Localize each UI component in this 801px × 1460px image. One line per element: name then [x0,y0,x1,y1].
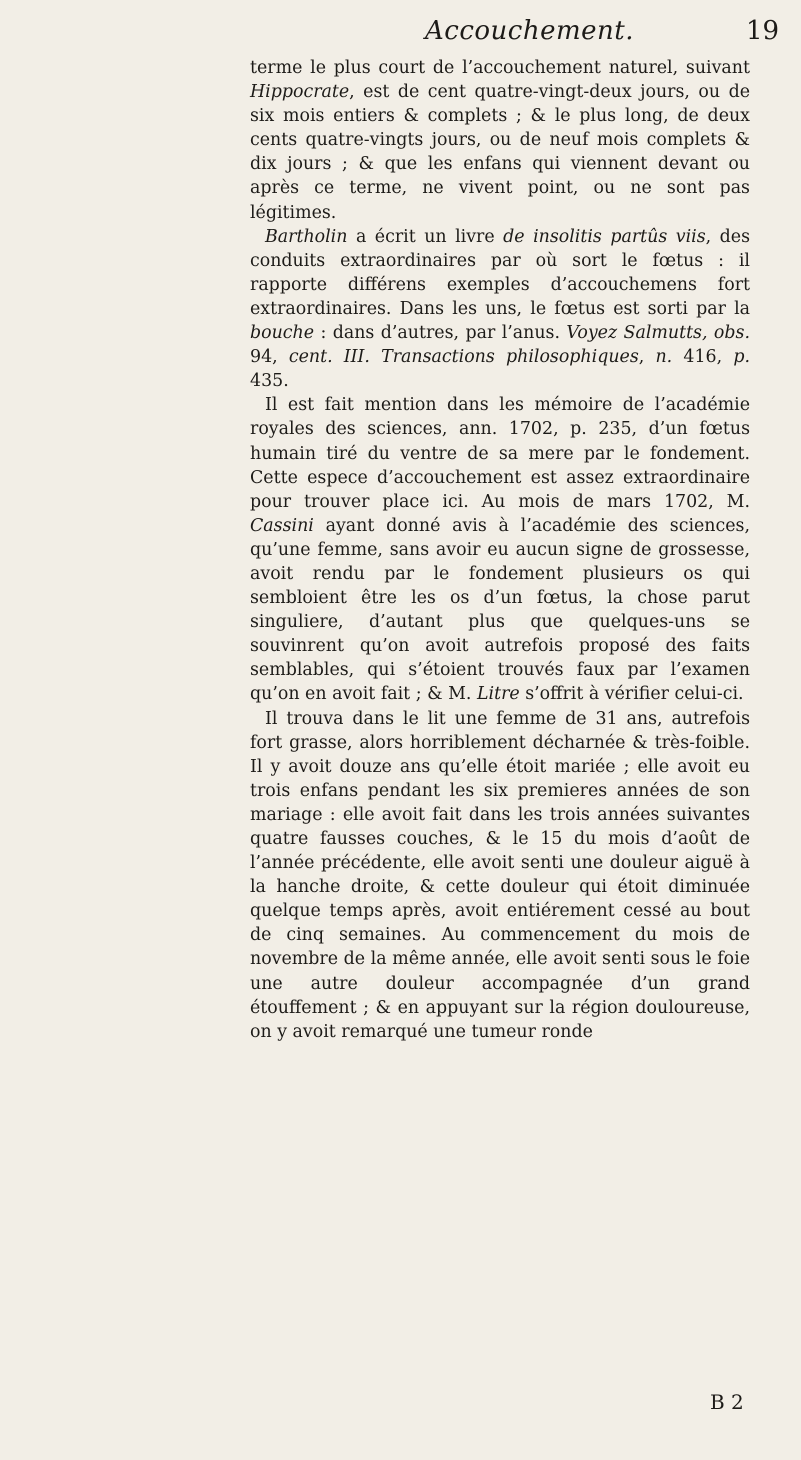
italic-run: n. [655,347,673,368]
body-text [250,56,750,1044]
italic-run: Bartholin [265,226,348,247]
text-run: a écrit un livre [347,226,504,247]
text-run: , [638,347,656,368]
italic-run: p. [733,347,750,368]
paragraph-p4 [250,707,750,1044]
text-run: terme le plus court de l’accouchement naturel, suivant [250,58,750,78]
text-run: ayant donné avis à l’académie des sciences, qu’une femme, sans avoir eu aucun signe de grossesse, avoit rendu par le fondement plusieurs os qui sembloient être les os d’un fœtus, la chose parut singuliere, d’autant plus que quelques-uns se souvinrent qu’on avoit autrefois proposé des faits semblables, qui s’étoient trouvés faux par l’examen qu’on en avoit fait ; & M. [250,515,750,705]
italic-run: cent. III. Transactions philosophiques [288,347,639,368]
text-run: 94, [250,347,289,368]
italic-run: Litre [476,684,520,705]
text-run: , est de cent quatre-vingt-deux jours, ou de six mois entiers & complets ; & le plus long, de deux cents quatre-vingts jours, ou de neuf mois complets & dix jours ; & que les enfans qui viennent devant ou après ce terme, ne vivent point, ou ne sont pas légitimes. [250,82,750,223]
italic-run: de insolitis partûs viis [503,226,706,247]
page-number: 19 [746,16,780,46]
text-run: Il trouva dans le lit une femme de 31 ans, autrefois fort grasse, alors horriblement décharnée & très-foible. Il y avoit douze ans qu’elle étoit mariée ; elle avoit eu trois enfans pendant les six premieres années de son mariage : elle avoit fait dans les trois années suivantes quatre fausses couches, & le 15 du mois d’août de l’année précédente, elle avoit senti une douleur aiguë à la hanche droite, & cette douleur qui étoit diminuée quelque temps après, avoit entiérement cessé au bout de cinq semaines. Au commencement du mois de novembre de la même année, elle avoit senti sous le foie une autre douleur accompagnée d’un grand étouffement ; & en appuyant sur la région douloureuse, on y avoit remarqué une tumeur ronde [250,708,750,1042]
running-head [0,12,801,52]
italic-run: bouche [250,323,315,344]
italic-run: Cassini [250,515,314,536]
text-run: Il est fait mention dans les mémoire de l’académie royales des sciences, ann. 1702, p. 235, d’un fœtus humain tiré du ventre de sa mere par le fondement. Cette espece d’accouchement est assez extraordinaire pour trouver place ici. Au mois de mars 1702, M. [250,395,750,512]
running-title: Accouchement. [425,16,634,46]
paragraph-p2 [250,225,750,394]
italic-run: Voyez Salmutts, obs. [566,323,750,344]
text-run: 435. [250,371,289,392]
signature-mark: B 2 [710,1390,744,1414]
text-run: s’offrit à vérifier celui-ci. [519,684,744,705]
text-run: , des conduits extraordinaires par où sort le fœtus : il rapporte différens exemples d’accouchemens fort extraordinaires. Dans les uns, le fœtus est sorti par la [250,226,750,319]
paragraph-p3 [250,393,750,706]
italic-run: Hippocrate [250,82,350,103]
text-run: : dans d’autres, par l’anus. [314,323,567,344]
paragraph-p1 [250,56,750,225]
text-run: 416, [672,347,734,368]
